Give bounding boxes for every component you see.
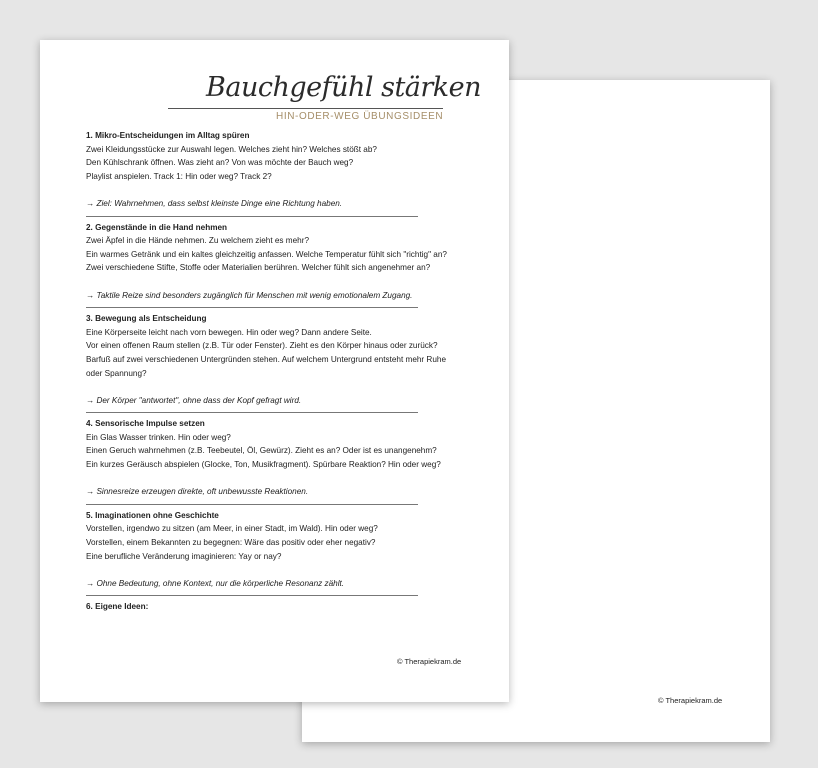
section-heading: 1. Mikro-Entscheidungen im Alltag spüren xyxy=(86,131,250,140)
own-ideas-heading: 6. Eigene Ideen: xyxy=(86,602,149,612)
section-1 xyxy=(86,129,461,217)
section-divider xyxy=(86,412,418,413)
section-line: Vor einen offenen Raum stellen (z.B. Tür oder Fenster). Zieht es den Körper hinaus oder zurück? xyxy=(86,341,438,351)
section-line: Den Kühlschrank öffnen. Was zieht an? Von was möchte der Bauch weg? xyxy=(86,158,354,168)
front-worksheet-page xyxy=(40,40,509,702)
section-heading: 4. Sensorische Impulse setzen xyxy=(86,419,205,429)
section-line: Zwei Kleidungsstücke zur Auswahl legen. Welches zieht hin? Welches stößt ab? xyxy=(86,144,377,154)
section-line: Barfuß auf zwei verschiedenen Untergründen stehen. Auf welchem Untergrund entsteht mehr Ruhe xyxy=(86,354,446,364)
page-title: Bauchgefühl stärken xyxy=(206,72,482,103)
section-line: Zwei Äpfel in die Hände nehmen. Zu welchem zieht es mehr? xyxy=(86,236,309,246)
section-heading: 5. Imaginationen ohne Geschichte xyxy=(86,510,219,520)
section-note: → Taktile Reize sind besonders zugänglich für Menschen mit wenig emotionalem Zugang. xyxy=(86,290,413,300)
section-divider xyxy=(86,216,418,217)
section-line: Vorstellen, irgendwo zu sitzen (am Meer, in einer Stadt, im Wald). Hin oder weg? xyxy=(86,524,378,534)
section-3 xyxy=(86,312,461,413)
section-line: Vorstellen, einem Bekannten zu begegnen: Wäre das positiv oder eher negativ? xyxy=(86,538,376,548)
section-line: Einen Geruch wahrnehmen (z.B. Teebeutel, Öl, Gewürz). Zieht es an? Oder ist es unangenehm? xyxy=(86,446,437,456)
page-subtitle: HIN-ODER-WEG ÜBUNGSIDEEN xyxy=(276,111,444,122)
section-note: → Der Körper "antwortet", ohne dass der Kopf gefragt wird. xyxy=(86,395,302,405)
section-note: → Ziel: Wahrnehmen, dass selbst kleinste Dinge eine Richtung haben. xyxy=(86,198,343,208)
back-page-credit: © Therapiekram.de xyxy=(658,696,723,705)
section-line: Playlist anspielen. Track 1: Hin oder weg? Track 2? xyxy=(86,171,272,181)
section-divider xyxy=(86,504,418,505)
section-line: oder Spannung? xyxy=(86,368,147,378)
section-line: Ein kurzes Geräusch abspielen (Glocke, Ton, Musikfragment). Spürbare Reaktion? Hin oder weg? xyxy=(86,460,441,470)
section-divider xyxy=(86,307,418,308)
section-note: → Sinnesreize erzeugen direkte, oft unbewusste Reaktionen. xyxy=(86,487,309,497)
section-line: Ein warmes Getränk und ein kaltes gleichzeitig anfassen. Welche Temperatur fühlt sich "richtig" an? xyxy=(86,249,447,259)
section-line: Eine berufliche Veränderung imaginieren: Yay or nay? xyxy=(86,551,282,561)
title-underline xyxy=(168,108,443,109)
section-2 xyxy=(86,221,461,309)
front-page-body xyxy=(86,129,461,614)
section-line: Zwei verschiedene Stifte, Stoffe oder Materialien berühren. Welcher fühlt sich angenehmer an? xyxy=(86,263,431,273)
section-note: → Ohne Bedeutung, ohne Kontext, nur die körperliche Resonanz zählt. xyxy=(86,578,345,588)
section-4 xyxy=(86,417,461,505)
section-heading: 3. Bewegung als Entscheidung xyxy=(86,314,207,324)
section-divider xyxy=(86,595,418,596)
section-line: Eine Körperseite leicht nach vorn bewegen. Hin oder weg? Dann andere Seite. xyxy=(86,327,372,337)
section-heading: 2. Gegenstände in die Hand nehmen xyxy=(86,222,228,232)
section-line: Ein Glas Wasser trinken. Hin oder weg? xyxy=(86,432,231,442)
section-5 xyxy=(86,509,461,597)
page-credit: © Therapiekram.de xyxy=(397,657,462,666)
